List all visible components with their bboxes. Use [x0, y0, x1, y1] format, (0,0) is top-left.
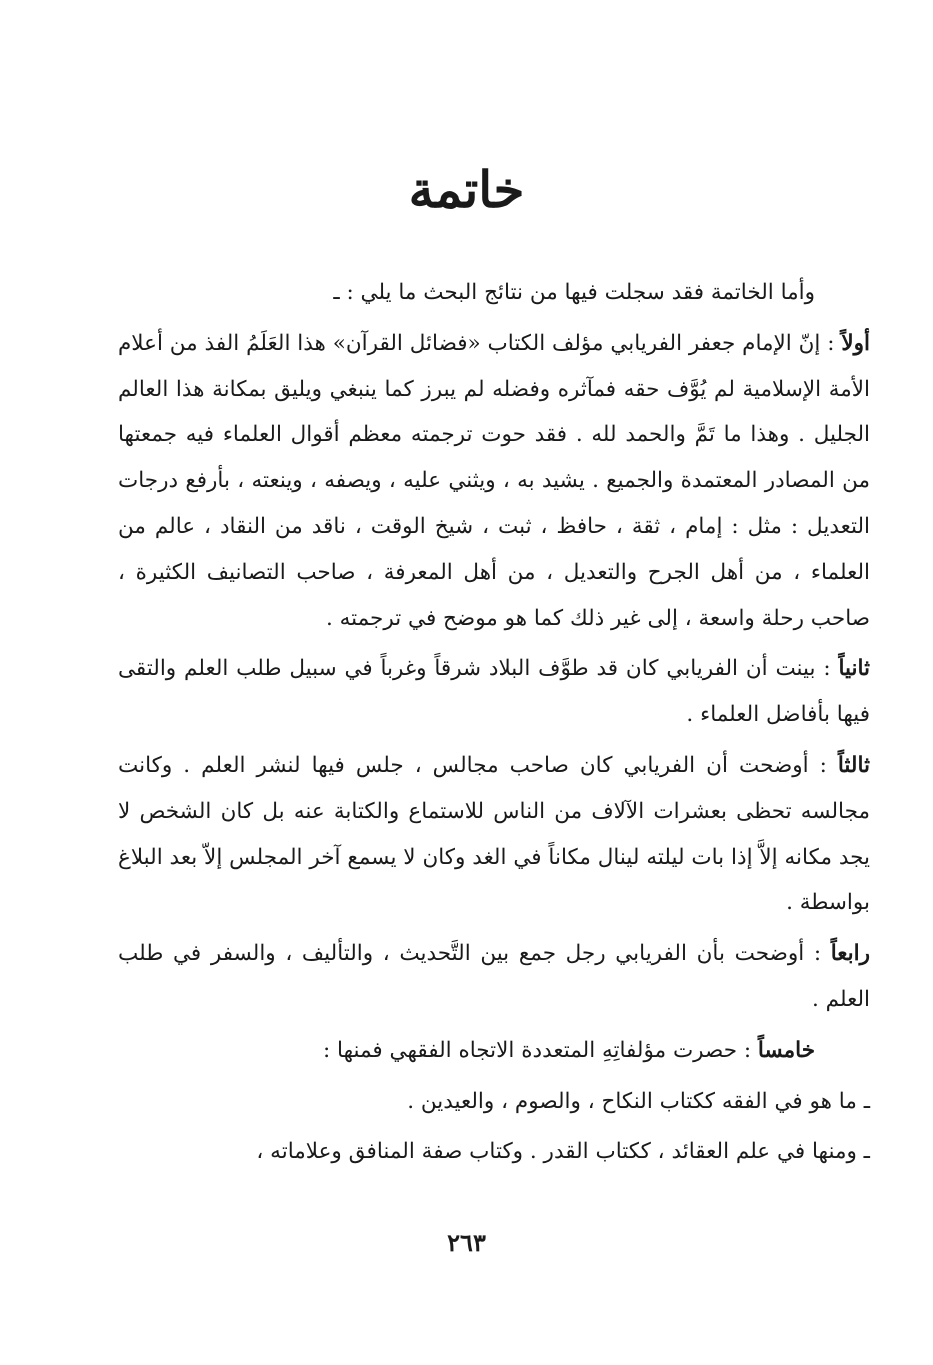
point-text: : إنّ الإمام جعفر الفريابي مؤلف الكتاب «فضائل القرآن» هذا العَلَمُ الفذ من أعلام الأمة الإسلامية لم يُوَّف حقه فمآثره وفضله لم يبرز كما ينبغي ويليق بمكانة هذا العالم الجليل . وهذا ما تَمَّ والحمد لله . فقد حوت ترجمته معظم أقوال العلماء فيه جمعتها من المصادر المعتمدة والجميع . يشيد به ، ويثني عليه ، ويصفه ، وينعته ، بأرفع درجات التعديل : مثل : إمام ، ثقة ، حافظ ، ثبت ، شيخ الوقت ، ناقد من النقاد ، عالم من العلماء ، من أهل الجرح والتعديل ، من أهل المعرفة ، صاحب التصانيف الكثيرة ، صاحب رحلة واسعة ، إلى غير ذلك كما هو موضح في ترجمته .: [118, 330, 870, 631]
point-text: : أوضحت بأن الفريابي رجل جمع بين التَّحديث ، والتأليف ، والسفر في طلب العلم .: [118, 941, 870, 1012]
point-second: [118, 646, 870, 738]
point-third: [118, 743, 870, 926]
point-label: خامساً: [757, 1037, 815, 1063]
point-text: : حصرت مؤلفاتِهِ المتعددة الاتجاه الفقهي فمنها :: [322, 1037, 758, 1063]
intro-paragraph: وأما الخاتمة فقد سجلت فيها من نتائج البحث ما يلي : ـ: [333, 280, 815, 305]
point-fifth: [118, 1028, 870, 1074]
list-item: ـ ومنها في علم العقائد ، ككتاب القدر . وكتاب صفة المنافق وعلاماته ،: [256, 1139, 870, 1165]
point-label: أولاً: [841, 330, 870, 356]
document-body: [118, 270, 870, 1180]
point-first: [118, 321, 870, 642]
point-text: : بينت أن الفريابي كان قد طوَّف البلاد شرقاً وغرباً في سبيل طلب العلم والتقى فيها بأفاضل العلماء .: [118, 656, 870, 728]
point-label: ثانياً: [838, 656, 870, 682]
point-text: : أوضحت أن الفريابي كان صاحب مجالس ، جلس فيها لنشر العلم . وكانت مجالسه تحظى بعشرات الآلاف من الناس للاستماع والكتابة عنه بل كان الشخص لا يجد مكانه إلاَّ إذا بات ليلته لينال مكاناً في الغد وكان لا يسمع آخر المجلس إلاّ بعد البلاغ بواسطة .: [118, 752, 870, 916]
point-fourth: [118, 931, 870, 1023]
page-title: خاتمة: [408, 160, 525, 219]
list-item: ـ ما هو في الفقه ككتاب النكاح ، والصوم ، والعيدين .: [407, 1088, 870, 1114]
point-label: ثالثاً: [837, 752, 870, 778]
page-number: ٢٦٣: [447, 1228, 486, 1257]
point-label: رابعاً: [830, 941, 870, 967]
